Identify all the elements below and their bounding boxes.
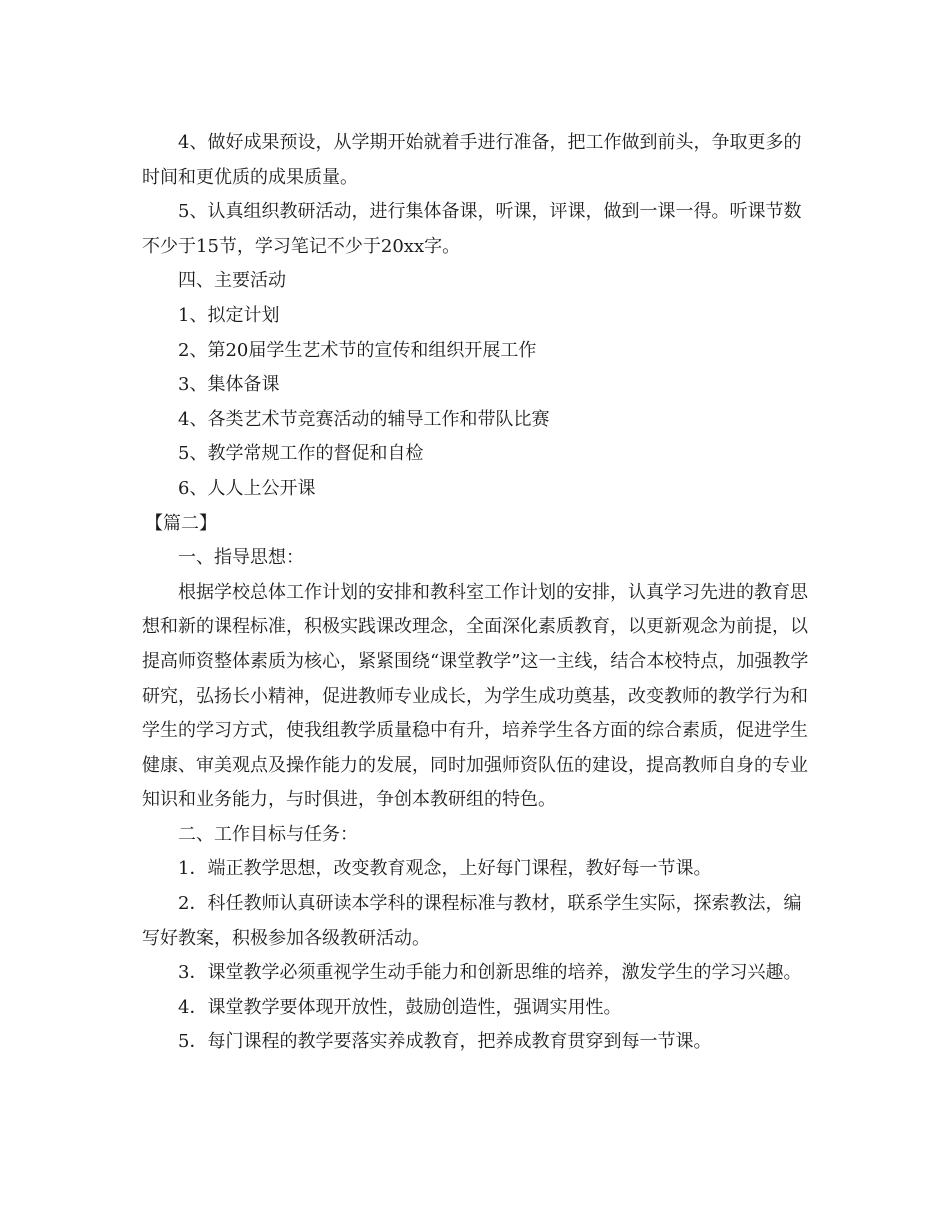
activity-item-6: 6、人人上公开课 (178, 477, 316, 499)
activity-item-1: 1、拟定计划 (178, 304, 280, 326)
activity-item-4: 4、各类艺术节竞赛活动的辅导工作和带队比赛 (178, 408, 550, 430)
section-heading-guiding-ideology: 一、指导思想： (178, 547, 304, 569)
paragraph-item-4: 4、做好成果预设，从学期开始就着手进行准备，把工作做到前头，争取更多的时间和更优质的成果质量。 (142, 132, 802, 188)
section-heading-goals-tasks: 二、工作目标与任务： (178, 823, 358, 845)
document-body (142, 126, 810, 1060)
goal-item-5: 5．每门课程的教学要落实养成教育，把养成教育贯穿到每一节课。 (178, 1031, 712, 1053)
goal-item-2: 2．科任教师认真研读本学科的课程标准与教材，联系学生实际，探索教法，编写好教案，积极参加各级教研活动。 (142, 893, 802, 949)
goal-item-1: 1．端正教学思想，改变教育观念，上好每门课程，教好每一节课。 (178, 858, 712, 880)
activity-item-3: 3、集体备课 (178, 374, 280, 396)
section-heading-main-activities: 四、主要活动 (178, 270, 286, 292)
part-two-heading: 【篇二】 (145, 512, 217, 534)
guiding-ideology-paragraph: 根据学校总体工作计划的安排和教科室工作计划的安排，认真学习先进的教育思想和新的课程标准，积极实践课改理念，全面深化素质教育，以更新观念为前提，以提高师资整体素质为核心，紧紧围绕“课堂教学”这一主线，结合本校特点，加强教学研究，弘扬长小精神，促进教师专业成长，为学生成功奠基，改变教师的教学行为和学生的学习方式，使我组教学质量稳中有升，培养学生各方面的综合素质，促进学生健康、审美观点及操作能力的发展，同时加强师资队伍的建设，提高教师自身的专业知识和业务能力，与时俱进，争创本教研组的特色。 (142, 581, 809, 811)
goal-item-4: 4．课堂教学要体现开放性，鼓励创造性，强调实用性。 (178, 996, 622, 1018)
activity-item-2: 2、第20届学生艺术节的宣传和组织开展工作 (178, 339, 537, 361)
paragraph-item-5: 5、认真组织教研活动，进行集体备课，听课，评课，做到一课一得。听课节数不少于15节，学习笔记不少于20xx字。 (142, 201, 802, 257)
goal-item-3: 3．课堂教学必须重视学生动手能力和创新思维的培养，激发学生的学习兴趣。 (178, 962, 802, 984)
activity-item-5: 5、教学常规工作的督促和自检 (178, 443, 424, 465)
